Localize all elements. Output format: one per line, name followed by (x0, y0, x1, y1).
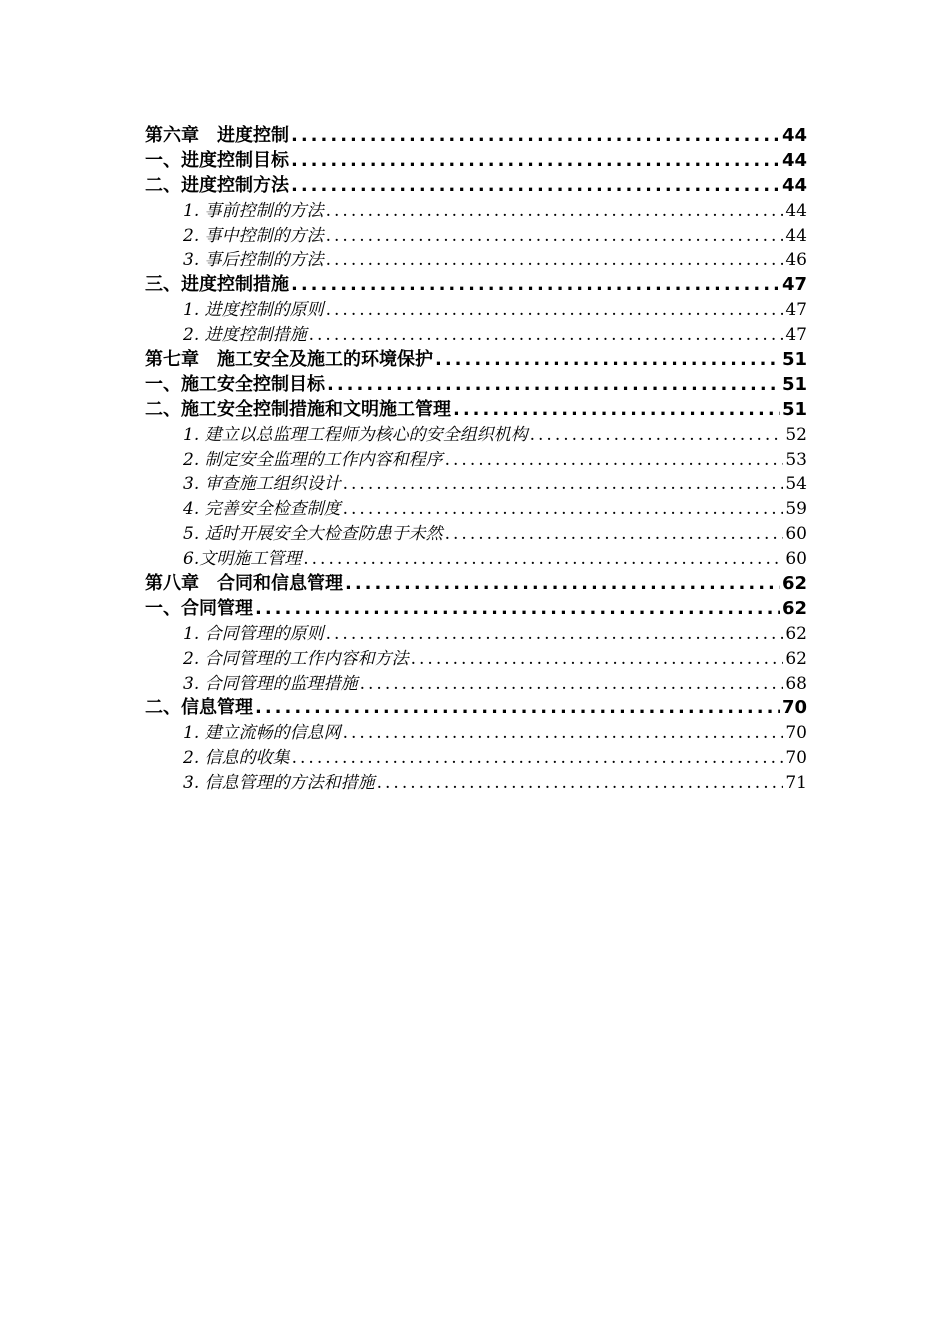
toc-entry-title: 一、进度控制目标 (145, 149, 289, 171)
toc-chapter-entry[interactable] (145, 572, 807, 597)
toc-page-number: 44 (785, 225, 807, 246)
toc-subsection-entry[interactable] (145, 199, 807, 224)
toc-dot-leader (255, 696, 780, 721)
toc-dot-leader (445, 448, 784, 473)
toc-dot-leader (345, 572, 780, 597)
toc-entry-title: 2. 事中控制的方法 (183, 225, 324, 246)
toc-chapter-entry[interactable] (145, 124, 807, 149)
toc-dot-leader (303, 547, 783, 572)
toc-chapter-entry[interactable] (145, 348, 807, 373)
toc-section-entry[interactable] (145, 696, 807, 721)
toc-page-number: 70 (785, 723, 807, 744)
toc-entry-title: 2. 进度控制措施 (183, 325, 307, 346)
toc-page-number: 62 (785, 623, 807, 644)
toc-subsection-entry[interactable] (145, 472, 807, 497)
toc-section-entry[interactable] (145, 373, 807, 398)
toc-page-number: 60 (785, 524, 807, 545)
toc-dot-leader (445, 522, 784, 547)
toc-entry-title: 2. 合同管理的工作内容和方法 (183, 648, 409, 669)
toc-dot-leader (326, 224, 784, 249)
toc-subsection-entry[interactable] (145, 647, 807, 672)
toc-entry-title: 第六章 进度控制 (145, 125, 289, 146)
toc-entry-title: 3. 信息管理的方法和措施 (183, 773, 375, 794)
toc-dot-leader (326, 622, 784, 647)
toc-dot-leader (291, 273, 780, 298)
toc-subsection-entry[interactable] (145, 448, 807, 473)
toc-entry-title: 1. 建立流畅的信息网 (183, 723, 341, 744)
toc-section-entry[interactable] (145, 398, 807, 423)
toc-entry-title: 第七章 施工安全及施工的环境保护 (145, 349, 433, 371)
toc-subsection-entry[interactable] (145, 622, 807, 647)
toc-entry-title: 二、信息管理 (145, 697, 253, 719)
toc-dot-leader (360, 672, 784, 697)
toc-entry-title: 6.文明施工管理 (183, 549, 302, 570)
toc-page-number: 71 (785, 773, 807, 794)
toc-entry-title: 4. 完善安全检查制度 (183, 499, 341, 520)
toc-dot-leader (453, 398, 780, 423)
toc-dot-leader (411, 647, 784, 672)
toc-dot-leader (327, 373, 780, 398)
toc-entry-title: 1. 进度控制的原则 (183, 300, 324, 321)
toc-section-entry[interactable] (145, 273, 807, 298)
toc-dot-leader (309, 323, 784, 348)
toc-page-number: 62 (785, 648, 807, 669)
toc-subsection-entry[interactable] (145, 298, 807, 323)
toc-subsection-entry[interactable] (145, 248, 807, 273)
toc-page-number: 44 (785, 200, 807, 221)
toc-page-number: 52 (785, 424, 807, 445)
toc-section-entry[interactable] (145, 149, 807, 174)
toc-subsection-entry[interactable] (145, 547, 807, 572)
toc-page-number: 44 (781, 149, 807, 171)
toc-page-number: 62 (781, 573, 807, 595)
toc-entry-title: 第八章 合同和信息管理 (145, 573, 343, 595)
toc-entry-title: 3. 事后控制的方法 (183, 250, 324, 271)
toc-subsection-entry[interactable] (145, 721, 807, 746)
toc-page-number: 60 (785, 549, 807, 570)
toc-subsection-entry[interactable] (145, 746, 807, 771)
toc-entry-title: 二、施工安全控制措施和文明施工管理 (145, 398, 451, 420)
toc-subsection-entry[interactable] (145, 323, 807, 348)
toc-dot-leader (326, 298, 784, 323)
toc-dot-leader (530, 423, 784, 448)
toc-page-number: 47 (781, 274, 807, 296)
toc-dot-leader (326, 199, 784, 224)
toc-dot-leader (291, 174, 780, 199)
toc-dot-leader (292, 746, 784, 771)
table-of-contents (145, 124, 807, 796)
toc-dot-leader (343, 497, 784, 522)
toc-dot-leader (435, 348, 780, 373)
toc-page-number: 47 (785, 325, 807, 346)
toc-subsection-entry[interactable] (145, 497, 807, 522)
toc-dot-leader (343, 721, 784, 746)
toc-entry-title: 2. 制定安全监理的工作内容和程序 (183, 449, 443, 470)
toc-page-number: 68 (785, 673, 807, 694)
toc-entry-title: 一、施工安全控制目标 (145, 373, 325, 395)
toc-entry-title: 1. 事前控制的方法 (183, 200, 324, 221)
toc-page-number: 53 (785, 449, 807, 470)
toc-page-number: 62 (781, 597, 807, 619)
toc-section-entry[interactable] (145, 174, 807, 199)
toc-entry-title: 二、进度控制方法 (145, 174, 289, 196)
toc-entry-title: 2. 信息的收集 (183, 748, 290, 769)
toc-page-number: 70 (781, 697, 807, 719)
toc-subsection-entry[interactable] (145, 224, 807, 249)
toc-page-number: 51 (781, 349, 807, 371)
toc-entry-title: 1. 建立以总监理工程师为核心的安全组织机构 (183, 424, 528, 445)
toc-page-number: 47 (785, 300, 807, 321)
toc-entry-title: 5. 适时开展安全大检查防患于未然 (183, 524, 443, 545)
toc-subsection-entry[interactable] (145, 771, 807, 796)
toc-entry-title: 3. 合同管理的监理措施 (183, 673, 358, 694)
toc-page-number: 54 (785, 474, 807, 495)
toc-entry-title: 1. 合同管理的原则 (183, 623, 324, 644)
toc-dot-leader (291, 124, 780, 149)
toc-page-number: 44 (781, 174, 807, 196)
toc-dot-leader (326, 248, 784, 273)
toc-entry-title: 3. 审查施工组织设计 (183, 474, 341, 495)
toc-dot-leader (291, 149, 780, 174)
toc-page-number: 70 (785, 748, 807, 769)
toc-dot-leader (343, 472, 784, 497)
toc-dot-leader (255, 597, 780, 622)
toc-entry-title: 一、合同管理 (145, 597, 253, 619)
toc-page-number: 44 (781, 125, 807, 146)
toc-subsection-entry[interactable] (145, 672, 807, 697)
toc-section-entry[interactable] (145, 597, 807, 622)
toc-entry-title: 三、进度控制措施 (145, 274, 289, 296)
toc-subsection-entry[interactable] (145, 423, 807, 448)
toc-subsection-entry[interactable] (145, 522, 807, 547)
toc-page-number: 59 (785, 499, 807, 520)
toc-page-number: 51 (781, 398, 807, 420)
toc-page-number: 46 (785, 250, 807, 271)
toc-page-number: 51 (781, 373, 807, 395)
toc-dot-leader (377, 771, 784, 796)
